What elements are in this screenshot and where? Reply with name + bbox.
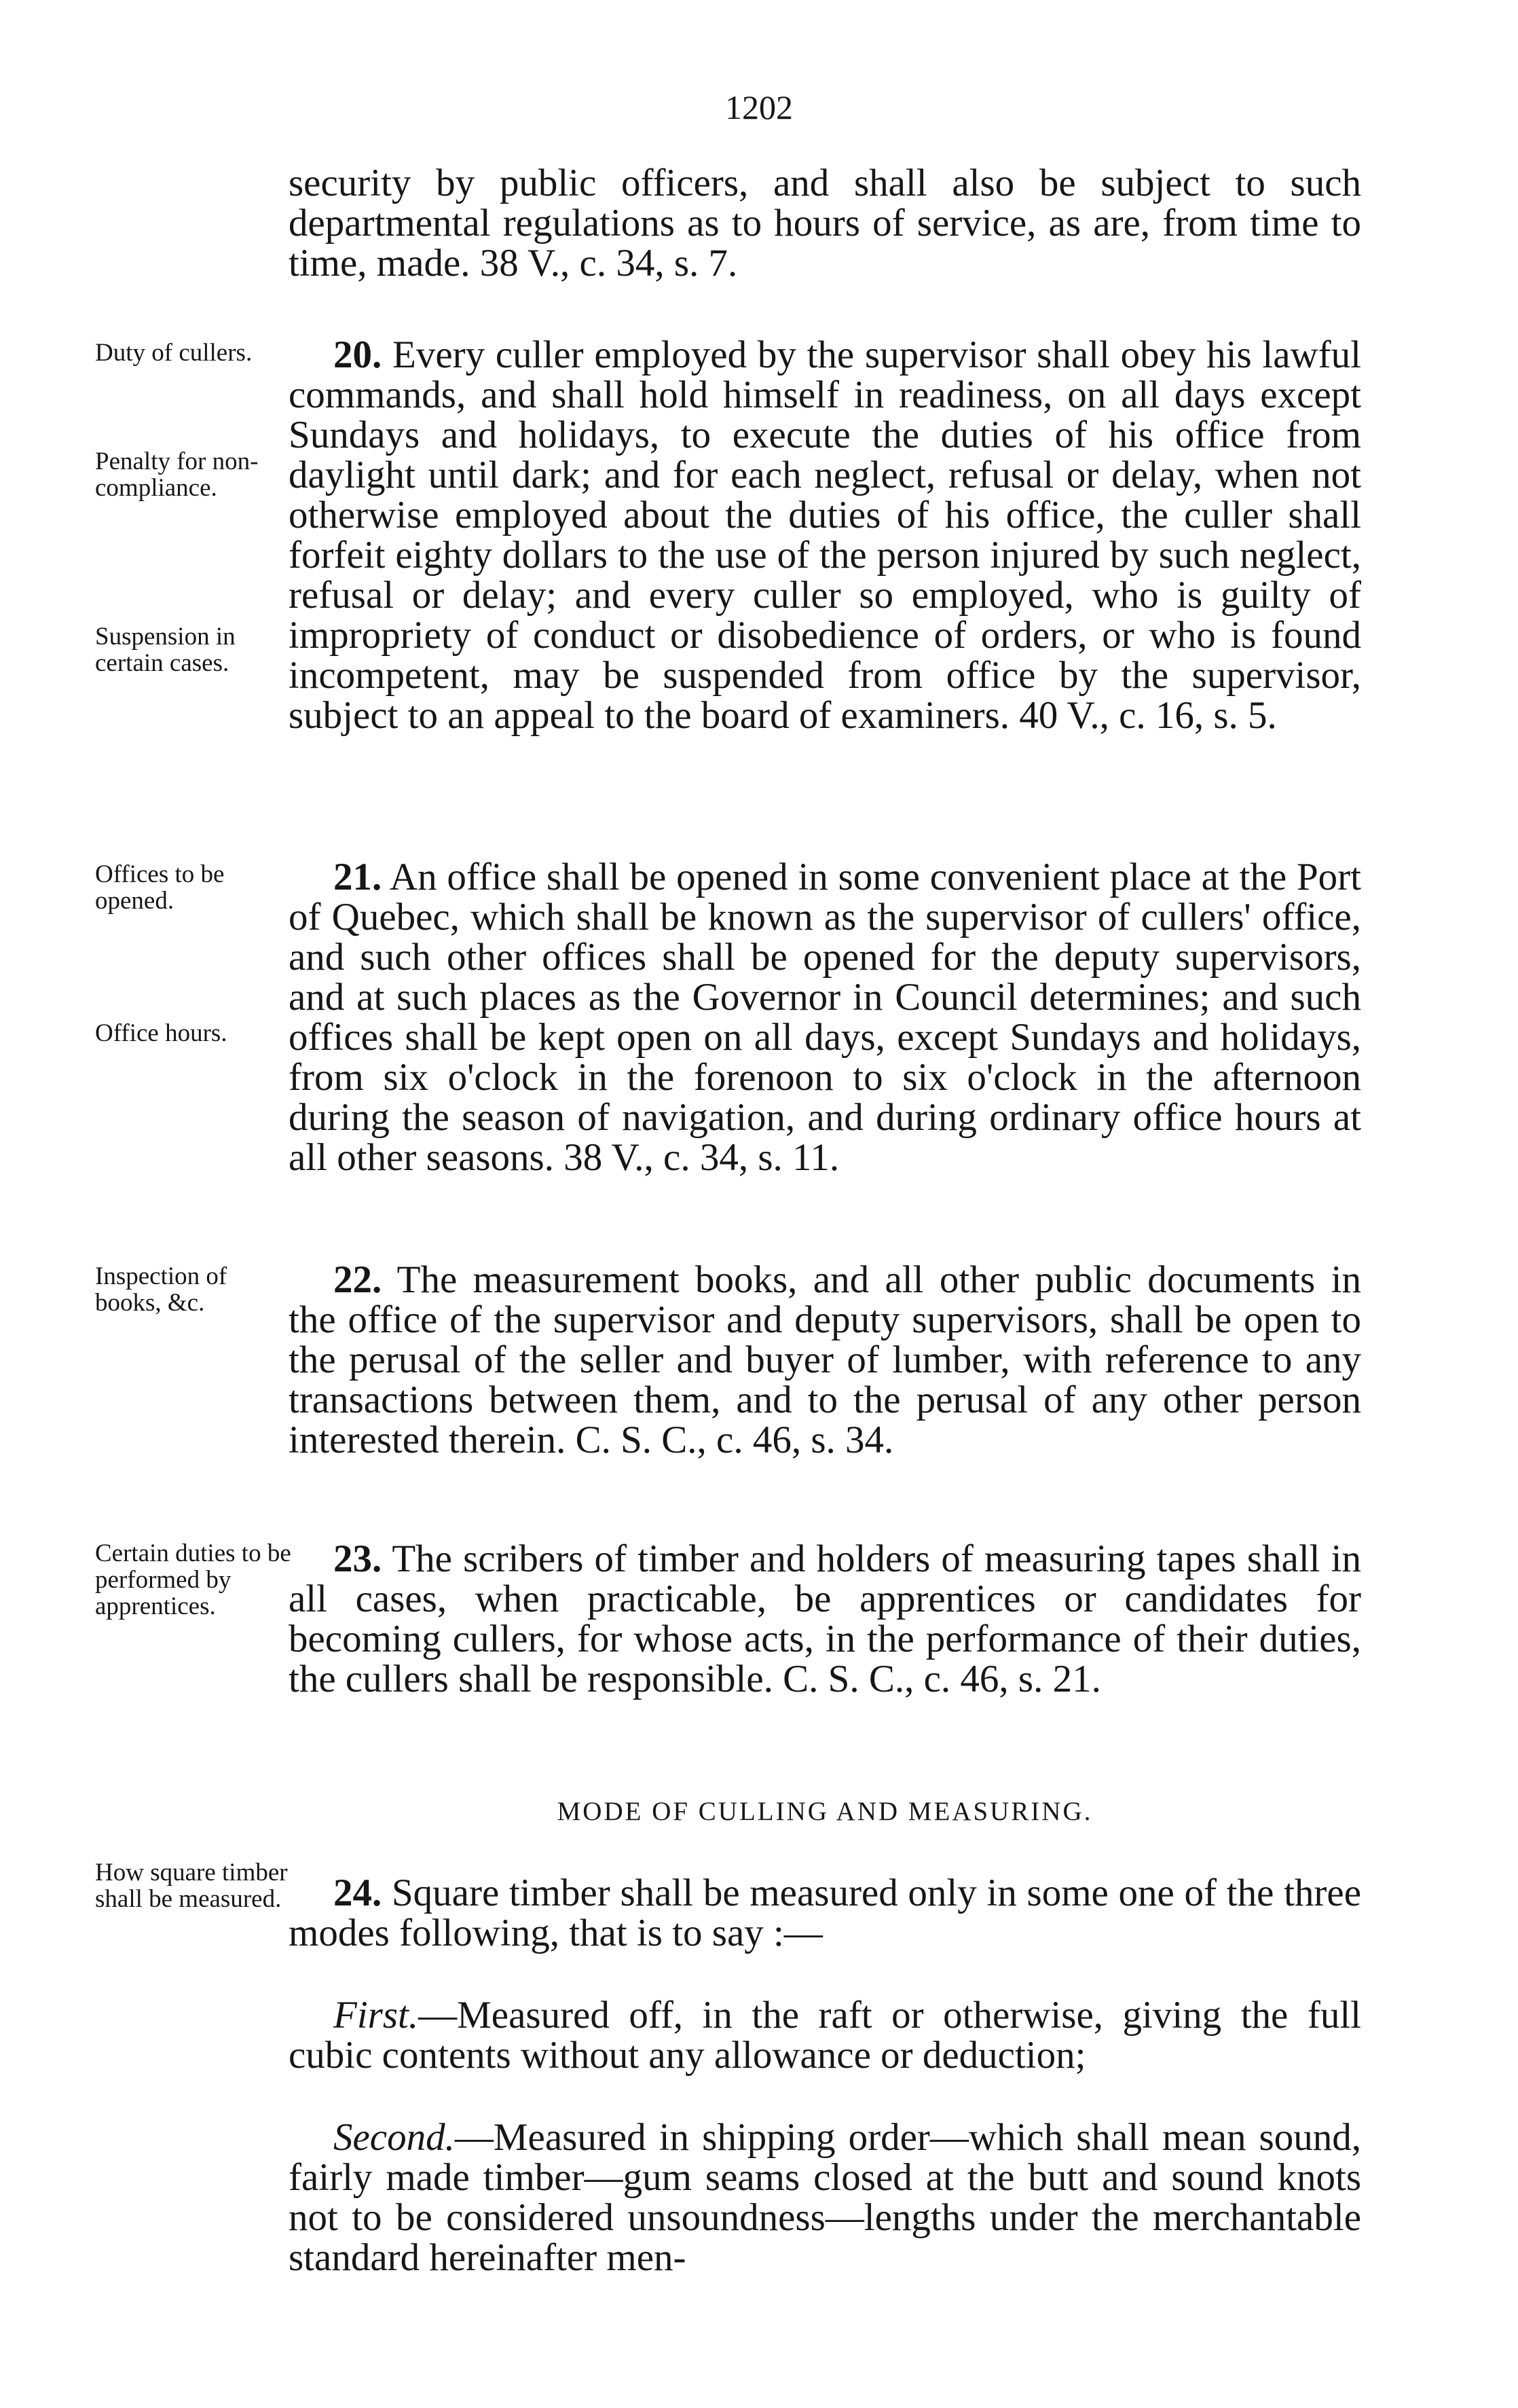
section-20 — [289, 335, 1361, 735]
section-text: The measurement books, and all other public documents in the office of the supervisor and deputy supervisors, shall be open to the perusal of the seller and buyer of lumber, with reference to any transactions between them, and to the perusal of any other person interested therein. C. S. C., c. 46, s. 34. — [289, 1258, 1361, 1461]
section-text: An office shall be opened in some convenient place at the Port of Quebec, which shall be known as the supervisor of cullers' office, and such other offices shall be opened for the deputy supervisors, and at such places as the Governor in Council determines; and such offices shall be kept open on all days, except Sundays and holidays, from six o'clock in the forenoon to six o'clock in the afternoon during the season of navigation, and during ordinary office hours at all other seasons. 38 V., c. 34, s. 11. — [289, 856, 1361, 1179]
margin-note-apprentices: Certain duties to be performed by apprentices. — [95, 1539, 291, 1620]
mode-text: —Measured in shipping order—which shall mean sound, fairly made timber—gum seams closed at the butt and sound knots not to be considered unsoundness—lengths under the merchantable standard hereinafter men- — [289, 2116, 1361, 2279]
section-24 — [289, 1873, 1361, 1953]
section-22 — [289, 1260, 1361, 1460]
mode-label: Second. — [333, 2116, 455, 2159]
section-number: 20. — [333, 333, 382, 376]
section-number: 21. — [333, 856, 382, 898]
margin-note-inspection: Inspection of books, &c. — [95, 1262, 227, 1317]
continuation-paragraph — [289, 163, 1361, 283]
page-number: 1202 — [725, 88, 793, 126]
section-number: 22. — [333, 1258, 382, 1301]
section-text: The scribers of timber and holders of measuring tapes shall in all cases, when practicable, be apprentices or candidates for becoming cullers, for whose acts, in the performance of their duties, the cullers shall be responsible. C. S. C., c. 46, s. 21. — [289, 1537, 1361, 1700]
section-number: 23. — [333, 1537, 382, 1580]
margin-note-office-hours: Office hours. — [95, 1019, 227, 1047]
margin-note-square-timber: How square timber shall be measured. — [95, 1859, 288, 1913]
mode-first — [289, 1995, 1361, 2075]
margin-note-offices-opened: Offices to be opened. — [95, 860, 225, 915]
section-21 — [289, 857, 1361, 1178]
section-text: Square timber shall be measured only in some one of the three modes following, that is to say :— — [289, 1872, 1362, 1954]
margin-note-duty-of-cullers: Duty of cullers. — [95, 339, 253, 367]
margin-note-suspension: Suspension in certain cases. — [95, 623, 236, 677]
section-23 — [289, 1539, 1361, 1699]
continuation-text: security by public officers, and shall also be subject to such departmental regulations as to hours of service, as are, from time to time, made. 38 V., c. 34, s. 7. — [289, 162, 1361, 285]
mode-label: First. — [333, 1994, 419, 2037]
section-text: Every culler employed by the supervisor shall obey his lawful commands, and shall hold himself in readiness, on all days except Sundays and holidays, to execute the duties of his office from daylight until dark; and for each neglect, refusal or delay, when not otherwise employed about the duties of his office, the culler shall forfeit eighty dollars to the use of the person injured by such neglect, refusal or delay; and every culler so employed, who is guilty of impropriety of conduct or disobedience of orders, or who is found incompetent, may be suspended from office by the supervisor, subject to an appeal to the board of examiners. 40 V., c. 16, s. 5. — [289, 333, 1362, 737]
mode-text: —Measured off, in the raft or otherwise, giving the full cubic contents without any allowance or deduction; — [289, 1994, 1361, 2077]
mode-second — [289, 2117, 1361, 2278]
section-heading: MODE OF CULLING AND MEASURING. — [557, 1797, 1093, 1826]
section-number: 24. — [333, 1872, 382, 1914]
margin-note-penalty: Penalty for non-compliance. — [95, 448, 259, 502]
